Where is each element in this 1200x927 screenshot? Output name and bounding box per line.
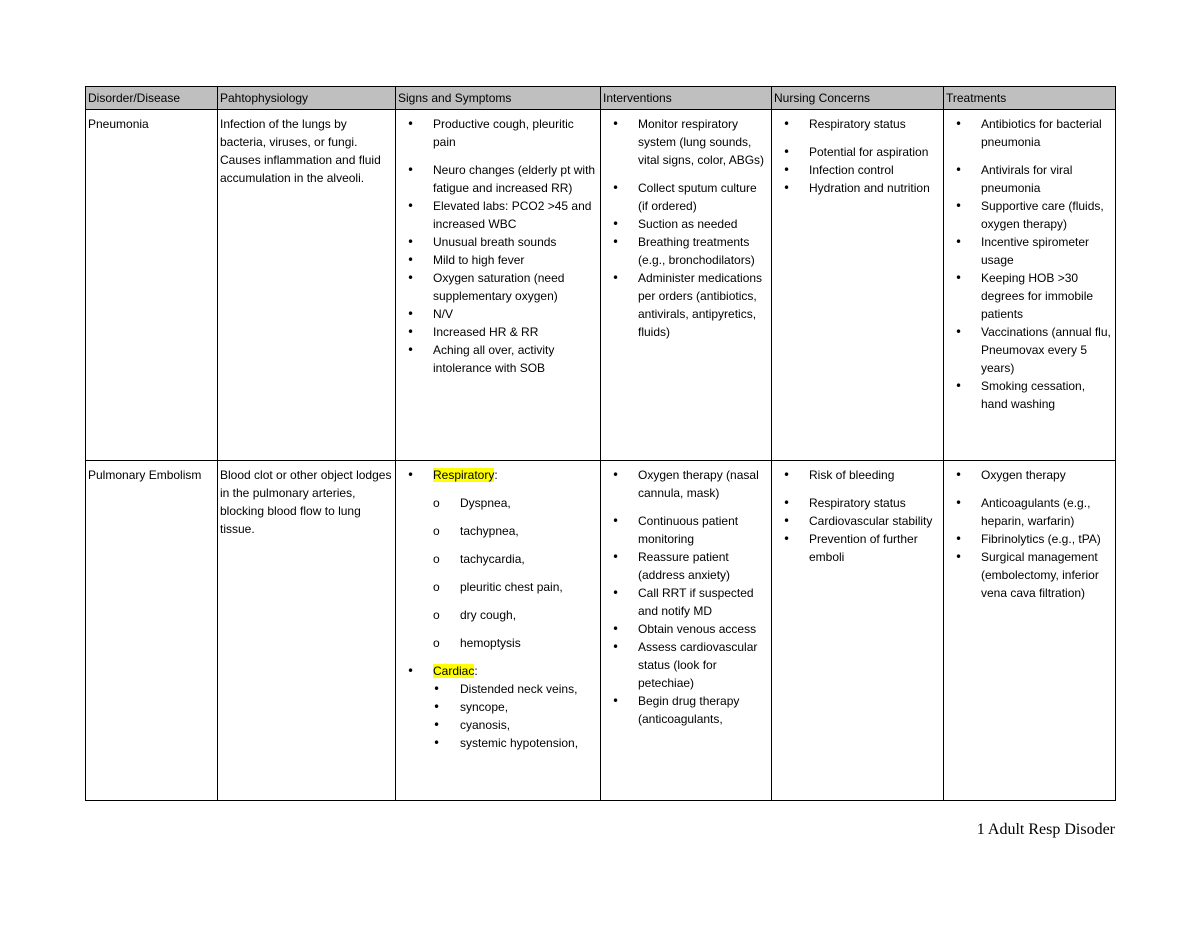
list-item: • Monitor respiratory system (lung sounds, vital signs, color, ABGs) [603, 115, 770, 169]
list-item: • Mild to high fever [398, 251, 599, 269]
header-signs-symptoms: Signs and Symptoms [396, 87, 601, 110]
list-item: • Unusual breath sounds [398, 233, 599, 251]
signs-cell [396, 461, 601, 801]
list-item: • Suction as needed [603, 215, 770, 233]
header-treatments: Treatments [944, 87, 1116, 110]
list-item: • N/V [398, 305, 599, 323]
list-item: • Continuous patient monitoring [603, 512, 770, 548]
list-item: • syncope, [433, 698, 599, 716]
table-row [86, 461, 1116, 801]
list-item: • Prevention of further emboli [774, 530, 942, 566]
list-item: o hemoptysis [433, 634, 599, 652]
list-item: o dry cough, [433, 606, 599, 624]
list-item: • Assess cardiovascular status (look for petechiae) [603, 638, 770, 692]
list-item: • Begin drug therapy (anticoagulants, [603, 692, 770, 728]
nursing-concerns-cell [772, 461, 944, 801]
list-item: o Dyspnea, [433, 494, 599, 512]
list-item: • Hydration and nutrition [774, 179, 942, 197]
treatments-cell [944, 110, 1116, 461]
list-item: • Infection control [774, 161, 942, 179]
list-item: • Administer medications per orders (antibiotics, antivirals, antipyretics, fluids) [603, 269, 770, 341]
disorder-table [85, 86, 1116, 801]
list-item: • Oxygen therapy (nasal cannula, mask) [603, 466, 770, 502]
list-item: • Risk of bleeding [774, 466, 942, 484]
list-item: • Keeping HOB >30 degrees for immobile patients [946, 269, 1114, 323]
list-item: • Anticoagulants (e.g., heparin, warfarin) [946, 494, 1114, 530]
list-item: o pleuritic chest pain, [433, 578, 599, 596]
signs-cell [396, 110, 601, 461]
list-item: • Cardiovascular stability [774, 512, 942, 530]
list-item: • Antibiotics for bacterial pneumonia [946, 115, 1114, 151]
header-disorder: Disorder/Disease [86, 87, 218, 110]
page-footer: 1 Adult Resp Disoder [976, 821, 1115, 838]
interventions-cell [601, 461, 772, 801]
list-item: • Collect sputum culture (if ordered) [603, 179, 770, 215]
list-item: • Reassure patient (address anxiety) [603, 548, 770, 584]
pathophysiology-text: Infection of the lungs by bacteria, viruses, or fungi. Causes inflammation and fluid accumulation in the alveoli. [218, 110, 396, 461]
list-item: • Respiratory status [774, 494, 942, 512]
disease-name: Pulmonary Embolism [86, 461, 218, 801]
list-item: • systemic hypotension, [433, 734, 599, 752]
nursing-concerns-cell [772, 110, 944, 461]
list-item: • Supportive care (fluids, oxygen therapy) [946, 197, 1114, 233]
list-item: • Obtain venous access [603, 620, 770, 638]
disease-name: Pneumonia [86, 110, 218, 461]
header-nursing-concerns: Nursing Concerns [772, 87, 944, 110]
list-item: • Smoking cessation, hand washing [946, 377, 1114, 413]
list-item: • Distended neck veins, [433, 680, 599, 698]
treatments-cell [944, 461, 1116, 801]
list-item: • Productive cough, pleuritic pain [398, 115, 599, 151]
pathophysiology-text: Blood clot or other object lodges in the pulmonary arteries, blocking blood flow to lung tissue. [218, 461, 396, 801]
list-item: • Breathing treatments (e.g., bronchodilators) [603, 233, 770, 269]
header-pathophysiology: Pahtophysiology [218, 87, 396, 110]
list-item: • Cardiac: • Distended neck veins, • syncope, • cyanosis, • systemic hypotension, [398, 662, 599, 752]
list-item: • cyanosis, [433, 716, 599, 734]
cardiac-label: Cardiac [433, 664, 475, 678]
list-item: • Neuro changes (elderly pt with fatigue and increased RR) [398, 161, 599, 197]
list-item: • Antivirals for viral pneumonia [946, 161, 1114, 197]
list-item: • Increased HR & RR [398, 323, 599, 341]
list-item: o tachycardia, [433, 550, 599, 568]
list-item: • Respiratory status [774, 115, 942, 133]
list-item: • Fibrinolytics (e.g., tPA) [946, 530, 1114, 548]
list-item: • Elevated labs: PCO2 >45 and increased WBC [398, 197, 599, 233]
interventions-cell [601, 110, 772, 461]
list-item: • Call RRT if suspected and notify MD [603, 584, 770, 620]
list-item: • Aching all over, activity intolerance with SOB [398, 341, 599, 377]
header-row [86, 87, 1116, 110]
respiratory-label: Respiratory [433, 468, 495, 482]
table-row [86, 110, 1116, 461]
list-item: • Surgical management (embolectomy, inferior vena cava filtration) [946, 548, 1114, 602]
list-item: • Incentive spirometer usage [946, 233, 1114, 269]
list-item: • Oxygen saturation (need supplementary oxygen) [398, 269, 599, 305]
list-item: • Potential for aspiration [774, 143, 942, 161]
list-item: • Respiratory: o Dyspnea, o tachypnea, o tachycardia, o pleuritic chest pain, o dry cough, o hemoptysis [398, 466, 599, 652]
header-interventions: Interventions [601, 87, 772, 110]
list-item: • Oxygen therapy [946, 466, 1114, 484]
list-item: o tachypnea, [433, 522, 599, 540]
list-item: • Vaccinations (annual flu, Pneumovax every 5 years) [946, 323, 1114, 377]
